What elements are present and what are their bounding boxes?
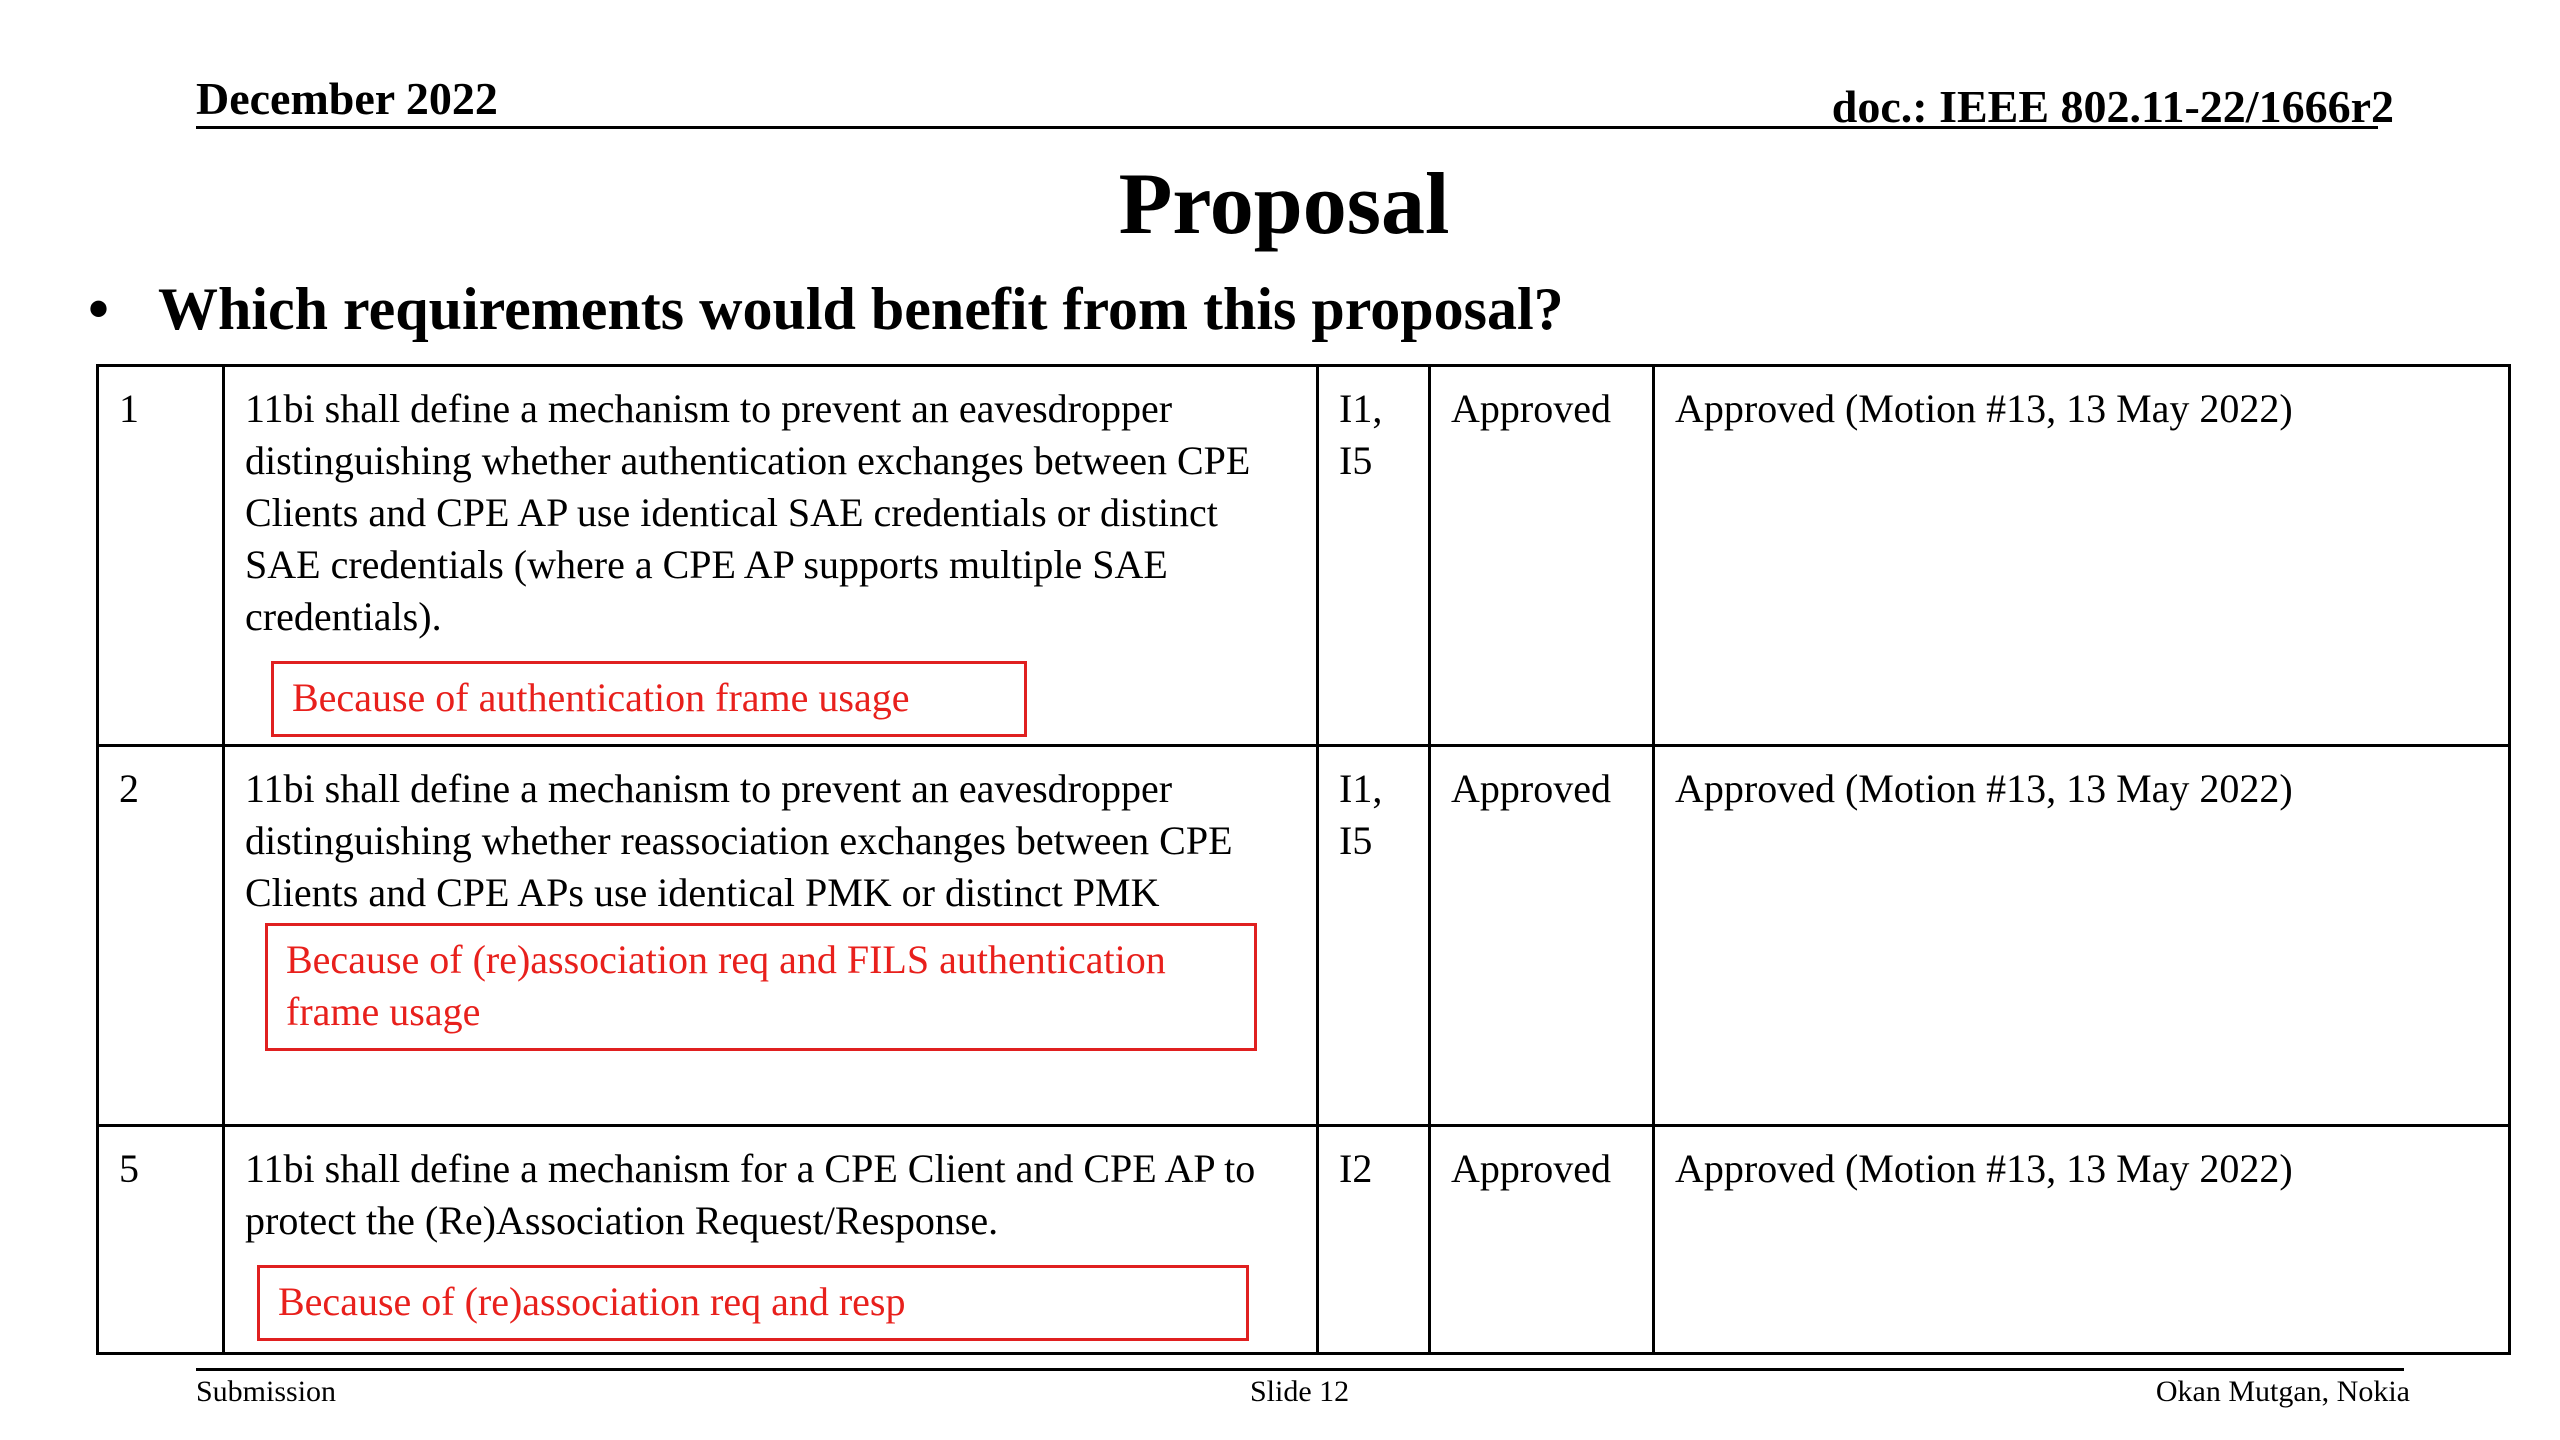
req-note-box: Because of authentication frame usage	[271, 661, 1027, 737]
req-status-cell: Approved	[1430, 1126, 1654, 1354]
footer-submission: Submission	[196, 1375, 337, 1408]
req-note-box: Because of (re)association req and FILS authentication frame usage	[265, 923, 1257, 1051]
req-number-cell: 1	[98, 366, 224, 746]
req-note-box: Because of (re)association req and resp	[257, 1265, 1249, 1341]
footer-slide-number: Slide 12	[1250, 1375, 1350, 1408]
req-number-cell: 5	[98, 1126, 224, 1354]
req-description-cell	[224, 1126, 1318, 1354]
table-row	[98, 366, 2510, 746]
req-description: 11bi shall define a mechanism for a CPE Client and CPE AP to protect the (Re)Association Request/Response.	[245, 1146, 1256, 1243]
requirements-table	[96, 364, 2511, 1355]
req-description-cell	[224, 366, 1318, 746]
question-line	[88, 274, 1564, 344]
bullet-icon: •	[88, 276, 110, 342]
table-row	[98, 746, 2510, 1126]
footer-author: Okan Mutgan, Nokia	[2155, 1375, 2410, 1408]
req-comment-cell: Approved (Motion #13, 13 May 2022)	[1654, 1126, 2510, 1354]
slide-title: Proposal	[1118, 156, 1450, 253]
header-date: December 2022	[196, 73, 498, 124]
req-status-cell: Approved	[1430, 746, 1654, 1126]
req-ids-cell: I1, I5	[1318, 366, 1430, 746]
req-number-cell: 2	[98, 746, 224, 1126]
header-divider	[196, 126, 2378, 129]
req-comment-cell: Approved (Motion #13, 13 May 2022)	[1654, 366, 2510, 746]
req-status-cell: Approved	[1430, 366, 1654, 746]
req-description: 11bi shall define a mechanism to prevent an eavesdropper distinguishing whether reassociation exchanges between CPE Clients and CPE APs use identical PMK or distinct PMK	[245, 766, 1233, 915]
req-ids-cell: I2	[1318, 1126, 1430, 1354]
req-ids-cell: I1, I5	[1318, 746, 1430, 1126]
req-description-cell	[224, 746, 1318, 1126]
table-row	[98, 1126, 2510, 1354]
footer-divider	[196, 1368, 2404, 1371]
req-description: 11bi shall define a mechanism to prevent an eavesdropper distinguishing whether authentication exchanges between CPE Clients and CPE AP use identical SAE credentials or distinct SAE credentials (where a CPE AP supports multiple SAE credentials).	[245, 386, 1251, 639]
question-text: Which requirements would benefit from this proposal?	[158, 276, 1564, 342]
header-doc-id: doc.: IEEE 802.11-22/1666r2	[1831, 81, 2394, 132]
req-comment-cell: Approved (Motion #13, 13 May 2022)	[1654, 746, 2510, 1126]
